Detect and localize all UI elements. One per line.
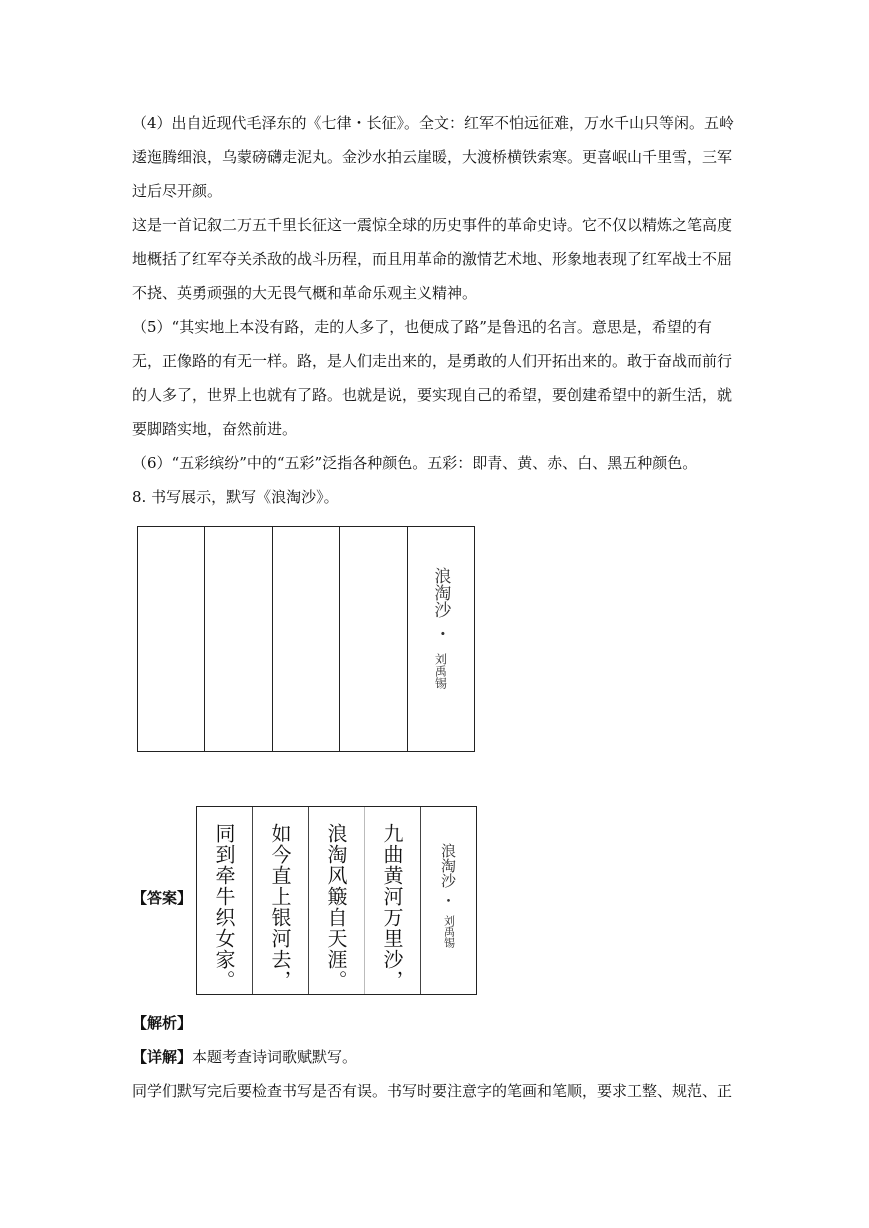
grid-column [273,527,340,751]
detail-text: 本题考查诗词歌赋默写。 [192,1048,358,1066]
empty-writing-grid [137,526,475,752]
analysis-label: 【解析】 [132,1014,193,1032]
poem-title: 浪淘沙 [439,843,457,888]
answer-line: 浪淘风簸自天涯。 [324,823,348,991]
paragraph-5 [132,310,742,446]
answer-line: 如今直上银河去， [268,823,292,991]
answer-column [309,807,365,994]
question-8 [132,480,742,514]
text-line: 这是一首记叙二万五千里长征这一震惊全球的历史事件的革命史诗。它不仅以精炼之笔高度 [132,216,733,234]
answer-label: 【答案】 [132,889,193,907]
paragraph-6 [132,446,742,480]
text-line: （6）“五彩缤纷”中的“五彩”泛指各种颜色。五彩：即青、黄、赤、白、黑五种颜色。 [132,454,698,472]
grid-column [138,527,205,751]
text-line: 无，正像路的有无一样。路，是人们走出来的，是勇敢的人们开拓出来的。敢于奋战而前行 [132,352,733,370]
answer-column [365,807,421,994]
answer-line: 同到牵牛织女家。 [212,823,236,991]
answer-column [253,807,309,994]
poem-title: 浪淘沙 [430,567,451,618]
detail-line [132,1040,742,1074]
text-line: （4）出自近现代毛泽东的《七律・长征》。全文：红军不怕远征难，万水千山只等闲。五岭 [132,114,735,132]
text-line: 逶迤腾细浪，乌蒙磅礴走泥丸。金沙水拍云崖暖，大渡桥横铁索寒。更喜岷山千里雪，三军 [132,148,733,166]
poem-author: 刘禹锡 [433,653,448,689]
paragraph-4 [132,106,742,208]
answer-writing-grid [196,806,477,995]
paragraph-4-explanation [132,208,742,310]
grid-column [340,527,407,751]
text-line: 地概括了红军夺关杀敌的战斗历程，而且用革命的激情艺术地、形象地表现了红军战士不屈 [132,250,733,268]
grid-column [205,527,272,751]
text-line: 不挠、英勇顽强的大无畏气概和革命乐观主义精神。 [132,284,478,302]
title-dot: ・ [439,893,457,908]
title-dot: ・ [430,625,451,642]
grid-title-column [408,527,474,751]
text-line: 要脚踏实地，奋然前进。 [132,420,298,438]
poem-author: 刘禹锡 [442,915,456,948]
detail-label: 【详解】 [132,1048,193,1066]
analysis-section [132,1006,742,1108]
answer-title-column [421,807,476,994]
text-line: 过后尽开颜。 [132,182,223,200]
answer-line: 九曲黄河万里沙， [380,823,404,991]
text-line: 的人多了，世界上也就有了路。也就是说，要实现自己的希望，要创建希望中的新生活，就 [132,386,733,404]
answer-column [197,807,253,994]
text-line: 同学们默写完后要检查书写是否有误。书写时要注意字的笔画和笔顺，要求工整、规范、正 [132,1082,733,1100]
question-text: 8. 书写展示，默写《浪淘沙》。 [132,488,339,506]
text-line: （5）“其实地上本没有路，走的人多了，也便成了路”是鲁迅的名言。意思是，希望的有 [132,318,712,336]
